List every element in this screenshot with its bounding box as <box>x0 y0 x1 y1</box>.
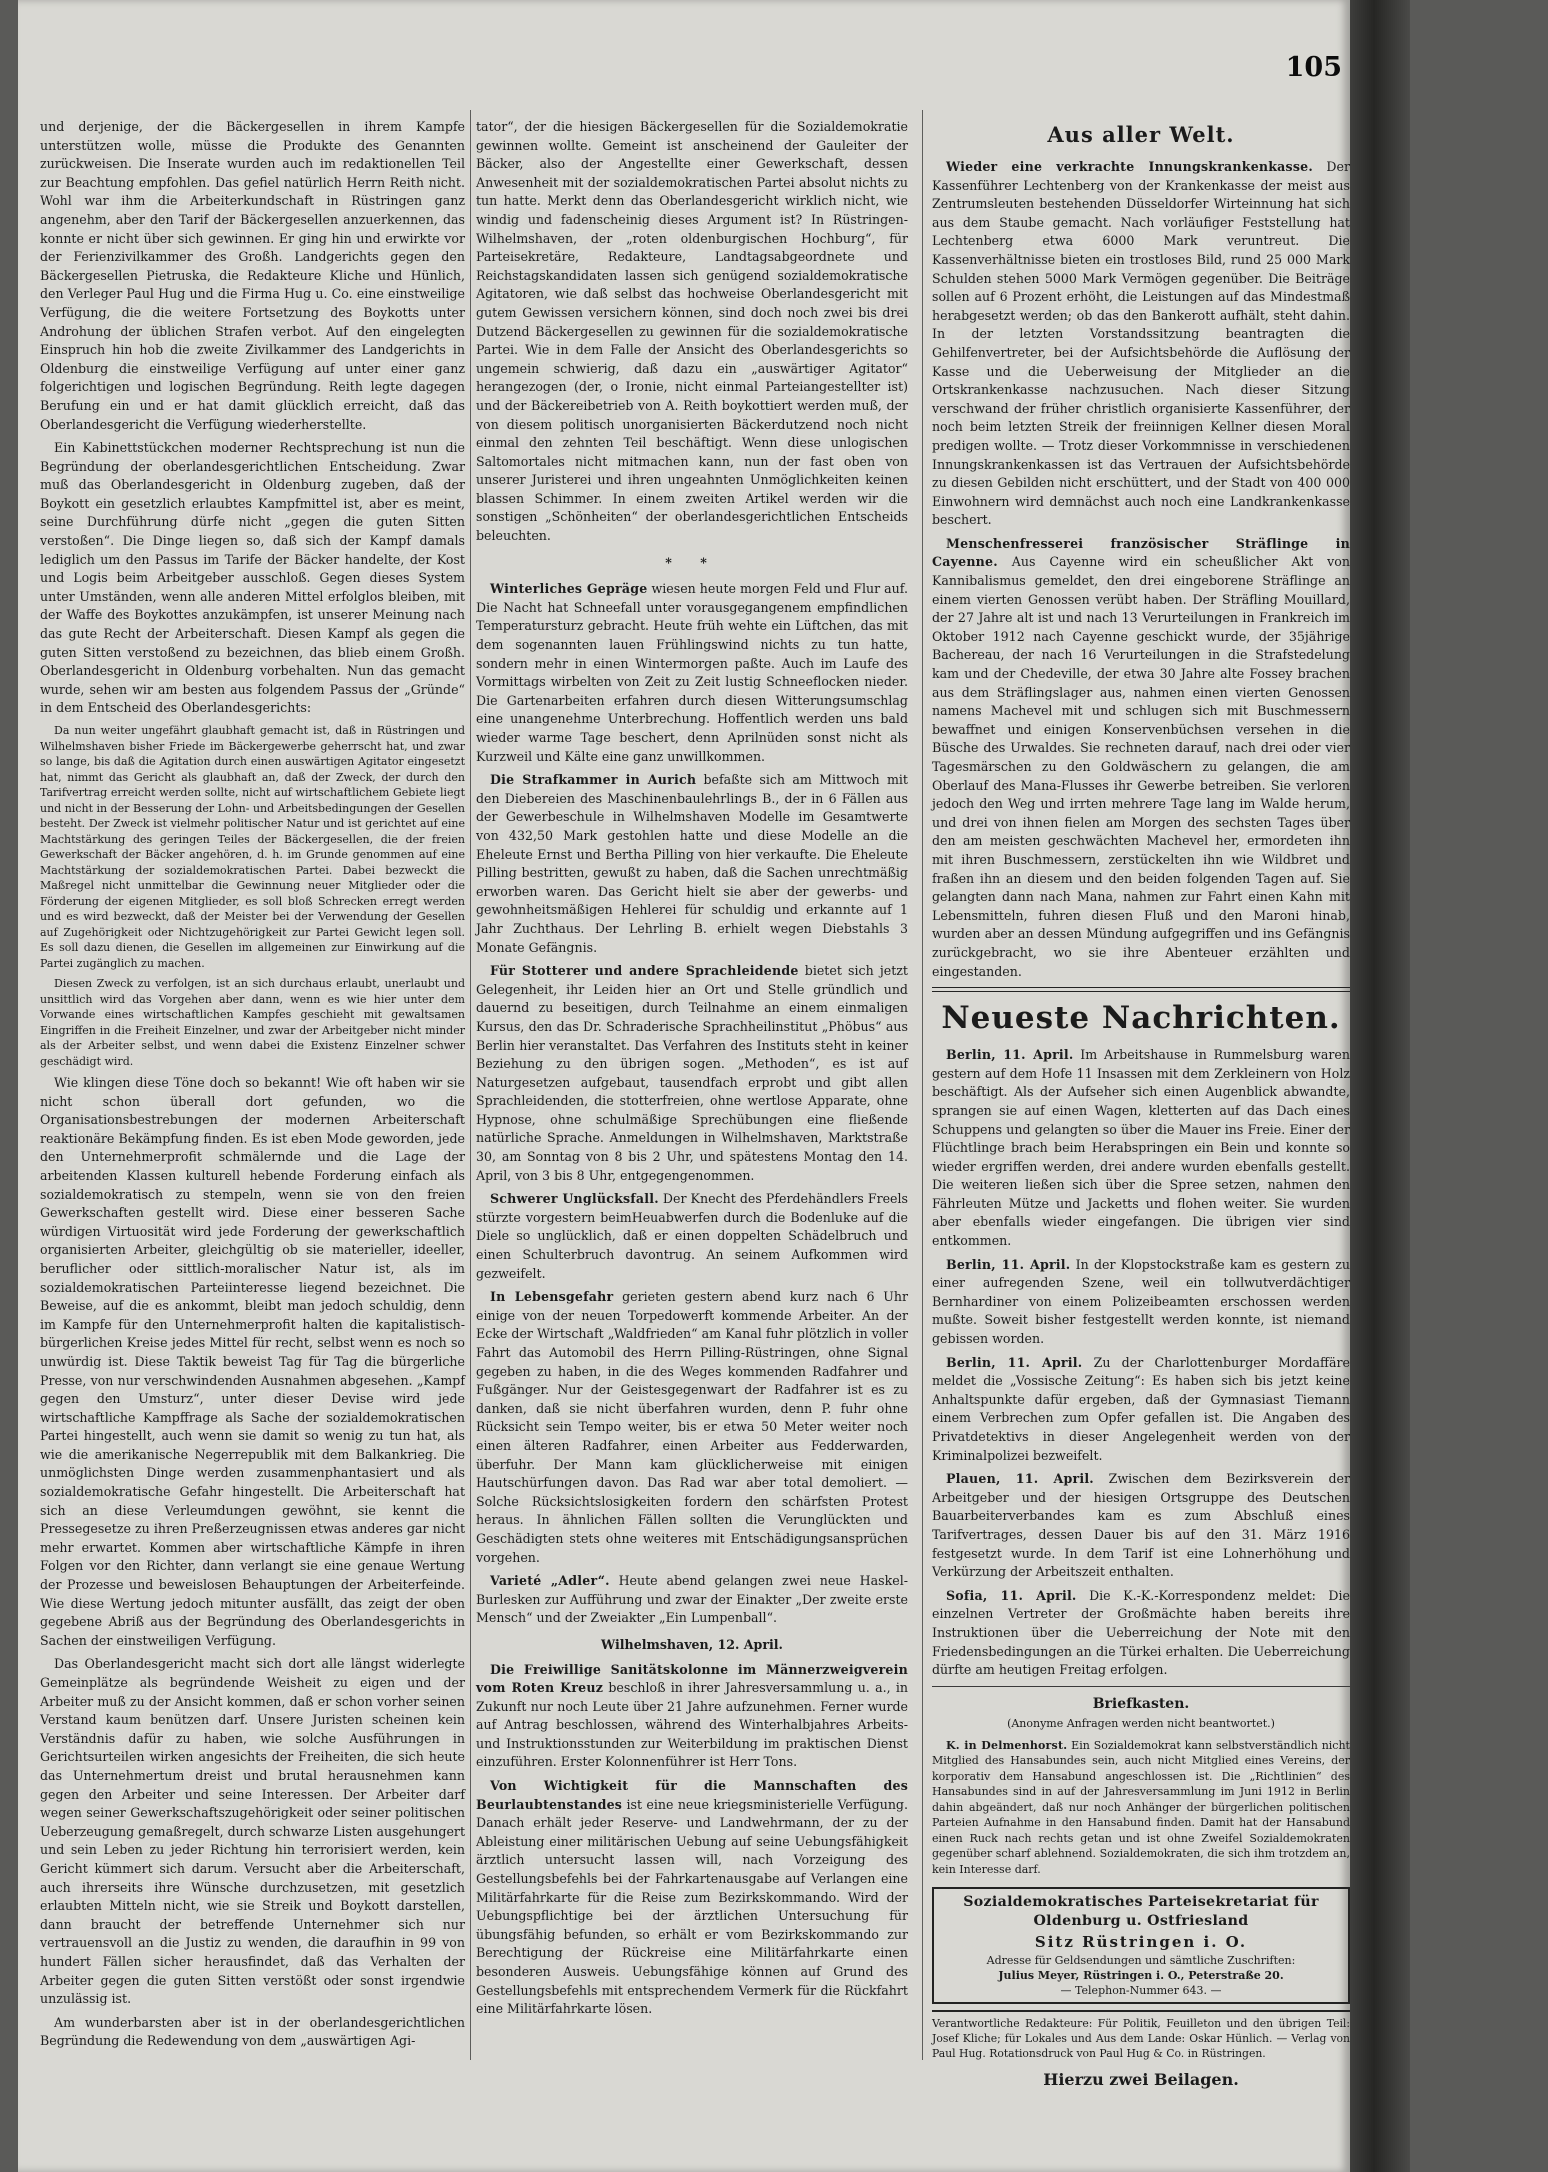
item-text: Zwischen dem Bezirksverein der Arbeitgeber und der hiesigen Ortsgruppe des Deutschen Bauarbeiterverbandes kam es zum Abschluß eines Tarifvertrages, dessen Dauer bis auf den 31. März 1916 festgesetzt wurde. In dem Tarif ist eine Lohnerhöhung und Verkürzung der Arbeitszeit enthalten. <box>932 1471 1350 1580</box>
item-text: gerieten gestern abend kurz nach 6 Uhr einige von der neuen Torpedowerft kommende Arbeiter. An der Ecke der Wirtschaft „Waldfrieden“ am Kanal fuhr plötzlich in voller Fahrt das Automobil des Herrn Pilling-Rüstringen, ohne Signal gegeben zu haben, in die des Weges kommenden Radfahrer und Fußgänger. Nur der Geistesgegenwart der Radfahrer ist es zu danken, daß sie nicht überfahren wurden, denn P. fuhr ohne Rücksicht sein Tempo weiter, bis er etwa 50 Meter weiter noch einen älteren Radfahrer, einen Arbeiter aus Fedderwarden, überfuhr. Der Mann kam glücklicherweise mit einigen Hautschürfungen davon. Das Rad war aber total demoliert. — Solche Rücksichtslosigkeiten fordern den schärfsten Protest heraus. In ähnlichen Fällen sollten die Verunglückten und Geschädigten stets ohne weiteres mit Entschädigungsansprüchen vorgehen. <box>476 1289 908 1565</box>
article-paragraph: Am wunderbarsten aber ist in der oberlandesgerichtlichen Begründung die Redewendung von dem „auswärtigen Agi- <box>40 2014 465 2049</box>
item-text: befaßte sich am Mittwoch mit den Diebereien des Maschinenbaulehrlings B., der in 6 Fällen aus der Gewerbeschule in Wilhelmshaven Modelle im Gesamtwerte von 432,50 Mark gestohlen hatte und diese Modelle an die Eheleute Ernst und Bertha Pilling von hier verkaufte. Die Eheleute Pilling bestritten, gewußt zu haben, daß die Sachen unrechtmäßig erworben waren. Das Gericht hielt sie aber der gewerbs- und gewohnheitsmäßigen Hehlerei für schuldig und erkannte auf 1 Jahr Zuchthaus. Der Lehrling B. erhielt wegen Diebstahls 3 Monate Gefängnis. <box>476 772 908 955</box>
article-paragraph: Das Oberlandesgericht macht sich dort alle längst widerlegte Gemeinplätze als begründende Weisheit zu eigen und der Arbeiter muß zu der Ansicht kommen, daß er schon vorher seinen Verstand kaum benützen darf. Unsere Juristen scheinen kein Verständnis dafür zu haben, wie solche Ausführungen in Gerichtsurteilen wirken angesichts der Freiheiten, die sich heute das Unternehmertum dreist und brutal herausnehmen kann gegen den Arbeiter und seine Interessen. Der Arbeiter darf wegen seiner Gewerkschaftszugehörigkeit oder seiner politischen Ueberzeugung gemaßregelt, durch schwarze Listen ausgehungert und sein Leben zu jeder Richtung hin terrorisiert werden, kein Gericht kümmert sich darum. Versucht aber die Arbeiterschaft, auch ihrerseits ihre Wünsche durchzusetzen, mit gesetzlich erlaubten Mitteln nicht, wie sie Streik und Boykott darstellen, dann braucht der betreffende Unternehmer sich nur vertrauensvoll an die Justiz zu wenden, die daraufhin in 99 von hundert Fällen sicher herausfindet, daß das Verhalten der Arbeiter gegen die guten Sitten verstößt oder sonst irgendwie unzulässig ist. <box>40 1656 466 2007</box>
article-paragraph: tator“, der die hiesigen Bäckergesellen für die Sozialdemokratie gewinnen wollte. Gemeint ist anscheinend der Gauleiter der Bäcker, also der Angestellte einer Gewerkschaft, dessen Anwesenheit mit der sozialdemokratischen Partei absolut nichts zu tun hatte. Merkt denn das Oberlandesgericht wirklich nicht, wie windig und fadenscheinig dieses Argument ist? In Rüstringen-Wilhelmshaven, der „roten oldenburgischen Hochburg“, für Parteisekretäre, Redakteure, Landtagsabgeordnete und Reichstagskandidaten lassen sich genügend sozialdemokratische Agitatoren, wie daß selbst das hochweise Oberlandesgericht mit gutem Gewissen versichern können, sind doch noch zwei bis drei Dutzend Bäckergesellen zu gewinnen für die sozialdemokratische Partei. Wie in dem Falle der Ansicht des Oberlandesgerichts so ungemein schwierig, daß dazu ein „auswärtiger Agitator“ herangezogen (der, o Ironie, nicht einmal Parteiangestellter ist) und der Bäckereibetrieb von A. Reith boykottiert werden muß, der von diesem politisch unorganisierten Bäckerdutzend noch nicht einmal den zehnten Teil beschäftigt. Wenn diese unlogischen Saltomortales nicht mitmachen kann, nun der fast oben von unserer Juristerei und ihren ungeahnten Unmöglichkeiten keinen blassen Schimmer. In einem zweiten Artikel werden wir die sonstigen „Schönheiten“ der oberlandesgerichtlichen Entscheids beleuchten. <box>476 119 908 544</box>
local-news-item <box>476 580 908 766</box>
dateline: Wilhelmshaven, 12. April. <box>601 1636 783 1652</box>
letterbox-heading: Briefkasten. <box>1092 1695 1190 1712</box>
local-news-item <box>476 1288 908 1567</box>
double-rule <box>932 987 1350 992</box>
section-separator: * * <box>665 554 719 570</box>
party-office-address: Julius Meyer, Rüstringen i. O., Peterstraße 20. <box>998 1969 1284 1983</box>
item-dateline: Berlin, 11. April. <box>946 1256 1071 1272</box>
article-paragraph: Wie klingen diese Töne doch so bekannt! Wie oft haben wir sie nicht schon überall dort gefunden, wo die Organisationsbestrebungen der modernen Arbeiterschaft reaktionäre Bekämpfung finden. Es ist eben Mode geworden, jede den Unternehmerprofit schmälernde und die Lage der arbeitenden Klassen kulturell hebende Forderung einfach als sozialdemokratisch zu stempeln, wenn sie von den freien Gewerkschaften gestellt wird. Diese einer besseren Sache würdigen Virtuosität wird jede Forderung der gewerkschaftlich organisierten Arbeiter, gleichgültig ob sie materieller, ideeller, beruflicher oder sittlich-moralischer Natur ist, als im sozialdemokratischen Parteiinteresse liegend bezeichnet. Die Beweise, auf die es ankommt, bleibt man jedoch schuldig, denn im Kampfe für den Unternehmerprofit halten die kapitalistisch-bürgerlichen Kreise jedes Mittel für recht, selbst wenn es noch so unwürdig ist. Diese Taktik beweist Tag für Tag die bürgerliche Presse, von nur verschwindenden Ausnahmen abgesehen. „Kampf gegen den Umsturz“, unter dieser Devise wird jede wirtschaftliche Kampffrage als Sache der sozialdemokratischen Partei hingestellt, auch wenn sie damit so wenig zu tun hat, als wie die amerikanische Negerrepublik mit dem Balkankrieg. Die unmöglichsten Dinge werden zusammenphantasiert und als sozialdemokratische Gefahr hingestellt. Die Arbeiterschaft hat sich an diese Verleumdungen gewöhnt, sie kennt die Pressegesetze zu ihren Preßerzeugnissen etwas anderes gar nicht mehr erwartet. Kommen aber wirtschaftliche Kämpfe in ihren Folgen vor den Richter, dann verlangt sie eine genaue Wertung der Prozesse und beweislosen Behauptungen der Arbeiterfeinde. Wie diese Wertung jedoch mitunter ausfällt, das zeigt der oben gegebene Abriß aus der Begründung des Oberlandesgerichts in Sachen der einstweiligen Verfügung. <box>40 1075 465 1648</box>
item-keyword: Winterliches Gepräge <box>490 581 648 597</box>
item-keyword: Wieder eine verkrachte Innungskrankenkasse. <box>946 159 1313 174</box>
latest-news-item <box>932 1256 1350 1349</box>
item-text: Zu der Charlottenburger Mordaffäre meldet die „Vossische Zeitung“: Es haben sich bis jetzt keine Anhaltspunkte dafür ergeben, daß der Gymnasiast Tiemann einem Verbrechen zum Opfer gefallen ist. Die Angaben des Privatdetektivs in dieser Angelegenheit werden von der Kriminalpolizei bezweifelt. <box>932 1354 1350 1463</box>
item-text: Die K.-K.-Korrespondenz meldet: Die einzelnen Vertreter der Großmächte haben bereits ihre Instruktionen über die Ueberreichung der Note mit den Friedensbedingungen an die Türkei erhalten. Die Ueberreichung dürfte am heutigen Freitag erfolgen. <box>932 1587 1350 1678</box>
party-office-notice <box>932 1887 1350 2004</box>
item-text: beschloß in ihrer Jahresversammlung u. a., in Zukunft nur noch Leute über 21 Jahre aufzunehmen. Ferner wurde auf Antrag beschlossen, während des Winterhalbjahres Arbeits- und Instruktionsstunden zur Weiterbildung im praktischen Dienst einzuführen. Erster Kolonnenführer ist Herr Tons. <box>476 1680 908 1770</box>
local-news-item <box>476 1661 908 1773</box>
book-binding-edge <box>1350 0 1410 2172</box>
item-dateline: Plauen, 11. April. <box>946 1471 1094 1487</box>
item-text: Heute abend gelangen zwei neue Haskel-Burlesken zur Aufführung und zwar der Einakter „Der zweite erste Mensch“ und der Zweiakter „Ein Lumpenball“. <box>476 1573 908 1626</box>
local-news-item <box>476 1777 908 2019</box>
divider <box>932 1686 1350 1687</box>
item-text: bietet sich jetzt Gelegenheit, ihr Leiden hier an Ort und Stelle gründlich und dauernd zu beseitigen, durch Teilnahme an einem einmaligen Kursus, den das Dr. Schraderische Sprachheilinstitut „Phöbus“ aus Berlin hier veranstaltet. Das Verfahren des Instituts steht in keiner Beziehung zu den übrigen sogen. „Methoden“, es ist auf Naturgesetzen aufgebaut, tausendfach erprobt und gibt allen Sprachleidenden, die stotterfreien, ohne wertlose Apparate, ohne Hypnose, ohne schulmäßige Sprechübungen eine fließende natürliche Sprache. Anmeldungen in Wilhelmshaven, Marktstraße 30, am Sonntag von 8 bis 2 Uhr, und spätestens Montag den 14. April, von 3 bis 8 Uhr, entgegengenommen. <box>476 963 908 1183</box>
local-news-item <box>476 962 908 1185</box>
item-keyword: Die Freiwillige Sanitätskolonne im Männerzweigverein vom Roten Kreuz <box>476 1661 908 1696</box>
reply-text: Ein Sozialdemokrat kann selbstverständlich nicht Mitglied des Hansabundes sein, auch nicht Mitglied eines Vereins, der korporativ dem Hansabund angeschlossen ist. Die „Richtlinien“ des Hansabundes sind in auf der Jahresversammlung im Juni 1912 in Berlin dahin abgeändert, daß nur noch Anhänger der bürgerlichen politischen Parteien Aufnahme in den Hansabund finden. Damit hat der Hansabund einen Ruck nach rechts getan und ist ohne Zweifel Sozialdemokraten gegenüber scharf ablehnend. Sozialdemokraten, die sich ihm trotzdem an, kein Interesse darf. <box>932 1738 1350 1876</box>
item-keyword: Die Strafkammer in Aurich <box>490 772 697 788</box>
column-rule <box>922 110 923 2060</box>
section-heading: Neueste Nachrichten. <box>941 1000 1341 1037</box>
page-number: 105 <box>1285 52 1342 83</box>
latest-news-item <box>932 1354 1350 1466</box>
item-keyword: Varieté „Adler“. <box>490 1573 610 1589</box>
item-keyword: Schwerer Unglücksfall. <box>490 1191 659 1207</box>
letterbox-note: (Anonyme Anfragen werden nicht beantwortet.) <box>1007 1717 1275 1731</box>
court-quote: Diesen Zweck zu verfolgen, ist an sich durchaus erlaubt, unerlaubt und unsittlich wird das Vorgehen aber dann, wenn es wie hier unter dem Vorwande eines wirtschaftlichen Kampfes geschieht mit gewaltsamen Eingriffen in die Freiheit Einzelner, und zwar der Arbeitgeber nicht minder als der Arbeiter selbst, und wenn dabei die Existenz Einzelner schwer geschädigt wird. <box>40 977 465 1068</box>
item-text: ist eine neue kriegsministerielle Verfügung. Danach erhält jeder Reserve- und Landwehrmann, der zu der Ableistung einer militärischen Uebung auf seine Uebungsfähigkeit ärztlich untersucht lassen will, nach Vorzeigung des Gestellungsbefehls bei der Fahrkartenausgabe auf Verlangen eine Militärfahrkarte für die Reise zum Bezirkskommando. Wird der Uebungspflichtige bei der ärztlichen Untersuchung für übungsfähig befunden, so erhält er vom Bezirkskommando zur Berechtigung der Rückreise eine Militärfahrkarte einen besonderen Ausweis. Uebungsfähige können auf Grund des Gestellungsbefehls mit entsprechendem Vermerk für die Rückfahrt eine Militärfahrkarte lösen. <box>476 1796 908 2017</box>
party-office-phone: — Telephon-Nummer 643. — <box>1060 1984 1222 1998</box>
column-3 <box>932 118 1350 2090</box>
party-office-seat: Sitz Rüstringen i. O. <box>1034 1932 1248 1951</box>
letterbox-reply <box>932 1738 1350 1878</box>
article-paragraph: und derjenige, der die Bäckergesellen in ihrem Kampfe unterstützen wolle, müsse die Produkte des Genannten zurückweisen. Die Inserate wurden auch im redaktionellen Teil zur Beachtung empfohlen. Das gefiel natürlich Herrn Reith nicht. Wohl war ihm die Arbeiterkundschaft in Rüstringen ganz angenehm, aber den Tarif der Bäckergesellen anzuerkennen, das konnte er nicht über sich gewinnen. Er ging hin und erwirkte vor der Ferienzivilkammer des Großh. Landgerichts gegen den Bäckergesellen Pietruska, die Redakteure Kliche und Hünlich, den Verleger Paul Hug und die Firma Hug u. Co. eine einstweilige Verfügung, die die weitere Fortsetzung des Boykotts unter Androhung der üblichen Strafen verbot. Auf den eingelegten Einspruch hin hob die zweite Zivilkammer des Landgerichts in Oldenburg die einstweilige Verfügung auf unter einer ganz folgerichtigen und logischen Begründung. Reith legte dagegen Berufung ein und er hat damit glücklich erreicht, daß das Oberlandesgericht die Verfügung wiederherstellte. <box>40 119 465 432</box>
item-text: Der Knecht des Pferdehändlers Freels stürzte vorgestern beimHeuabwerfen durch die Bodenluke auf die Diele so unglücklich, daß er einen doppelten Schädelbruch und einen Schulterbruch davontrug. An seinem Aufkommen wird gezweifelt. <box>476 1191 908 1281</box>
local-news-item <box>476 1190 908 1283</box>
world-news-item <box>932 535 1350 981</box>
party-office-title: Sozialdemokratisches Parteisekretariat für Oldenburg u. Ostfriesland <box>963 1894 1319 1929</box>
supplements-note: Hierzu zwei Beilagen. <box>1043 2070 1239 2090</box>
latest-news-item <box>932 1046 1350 1251</box>
item-text: Aus Cayenne wird ein scheußlicher Akt von Kannibalismus gemeldet, den drei eingeborene Sträflinge an einem vierten Genossen verübt haben. Der Sträfling Mouillard, der 27 Jahre alt ist und nach 13 Verurteilungen in Frankreich im Oktober 1912 nach Cayenne geschickt wurde, der 35jährige Bachereau, der nach 16 Verurteilungen in die Strafstedelung kam und der Chedeville, der etwa 30 Jahre alte Fossey brachen aus dem Sträflingslager aus, nahmen einen vierten Genossen namens Machevel mit und schlugen sich mit Buschmessern bewaffnet und einigen Konservenbüchsen versehen in die Büsche des Urwaldes. Sie rechneten darauf, nach drei oder vier Tagesmärschen zu den Goldwäschern zu gelangen, die am Oberlauf des Mana-Flusses ihr Gewerbe betreiben. Sie verloren jedoch den Weg und irrten mehrere Tage lang im Walde herum, und drei von ihnen fielen am Morgen des sechsten Tages über den am meisten geschwächten Machevel her, ermordeten ihn mit ihren Buschmessern, zerstückelten ihn wie Wildbret und fraßen ihn an diesem und den beiden folgenden Tagen auf. Sie gelangten dann nach Mana, nahmen zur Fahrt einen Kahn mit Lebensmitteln, fuhren diesen Fluß und den Maroni hinab, wurden aber an dessen Mündung aufgegriffen und ins Gefängnis zurückgebracht, wo sie ihre Abenteuer erzählten und eingestanden. <box>932 554 1350 979</box>
article-paragraph: Ein Kabinettstückchen moderner Rechtsprechung ist nun die Begründung der oberlandesgerichtlichen Entscheidung. Zwar muß das Oberlandesgericht in Oldenburg zugeben, daß der Boykott ein gesetzlich erlaubtes Kampfmittel ist, aber es meint, seine Durchführung dürfe nicht „gegen die guten Sitten verstoßen“. Die Dinge liegen so, daß sich der Kampf damals lediglich um den Passus im Tarife der Bäcker handelte, der Kost und Logis beim Arbeitgeber ausschloß. Gegen dieses System unter Umständen, wenn alle anderen Mittel erfolglos bleiben, mit der Waffe des Boykottes anzukämpfen, ist unserer Meinung nach das gute Recht der Arbeiterschaft. Diesen Kampf als gegen die guten Sitten verstoßend zu bezeichnen, das blieb einem Großh. Oberlandesgericht in Oldenburg vorbehalten. Nun das gemacht wurde, sehen wir am besten aus folgendem Passus der „Gründe“ in dem Entscheid des Oberlandesgerichts: <box>40 440 465 716</box>
item-text: wiesen heute morgen Feld und Flur auf. Die Nacht hat Schneefall unter vorausgegangenem empfindlichen Temperatursturz gebracht. Heute früh wehte ein Lüftchen, das mit dem sogenannten lauen Frühlingswind nichts zu tun hatte, sondern mehr in einen Wintermorgen paßte. Auch im Laufe des Vormittags wirbelten von Zeit zu Zeit lustig Schneeflocken nieder. Die Gartenarbeiten erfahren durch diesen Witterungsumschlag eine unangenehme Unterbrechung. Hoffentlich werden uns bald wieder warme Tage beschert, denn Aprilnüden sonst nicht als Kurzweil und Kälte eine ganz unwillkommen. <box>476 581 908 764</box>
item-text: In der Klopstockstraße kam es gestern zu einer aufregenden Szene, weil ein tollwutverdächtiger Bernhardiner von einem Polizeibeamten erschossen werden mußte. Soweit bisher festgestellt werden konnte, ist niemand gebissen worden. <box>932 1256 1350 1347</box>
item-dateline: Sofia, 11. April. <box>946 1587 1077 1603</box>
item-keyword: In Lebensgefahr <box>490 1289 614 1305</box>
imprint: Verantwortliche Redakteure: Für Politik, Feuilleton und den übrigen Teil: Josef Kliche; für Lokales und Aus dem Lande: Oskar Hünlich. — Verlag von Paul Hug. Rotationsdruck von Paul Hug & Co. in Rüstringen. <box>932 2010 1350 2061</box>
item-text: Im Arbeitshause in Rummelsburg waren gestern auf dem Hofe 11 Insassen mit dem Zerkleinern von Holz beschäftigt. Als der Aufseher sich einen Augenblick abwandte, sprangen sie auf einen Wagen, kletterten auf das Dach eines Schuppens und gelangten so über die Mauer ins Freie. Einer der Flüchtlinge brach beim Herabspringen ein Bein und konnte so wieder ergriffen werden, drei andere wurden ebenfalls gestellt. Die weiteren ließen sich über die Spree setzen, nahmen den Fährleuten Mütze und Jacketts und flohen weiter. Sie wurden aber ebenfalls wieder eingefangen. Die übrigen vier sind entkommen. <box>932 1047 1350 1249</box>
world-news-item <box>932 158 1350 530</box>
column-2 <box>476 118 908 2017</box>
item-dateline: Berlin, 11. April. <box>946 1354 1083 1370</box>
court-quote: Da nun weiter ungefährt glaubhaft gemacht ist, daß in Rüstringen und Wilhelmshaven bisher Friede im Bäckergewerbe geherrscht hat, und zwar so lange, bis daß die Agitation durch einen auswärtigen Agitator eingesetzt hat, nimmt das Gericht als glaubhaft an, daß der Zweck, der durch den Tarifvertrag erreicht werden sollte, nicht auf wirtschaftlichem Gebiete liegt und nicht in der Besserung der Lohn- und Arbeitsbedingungen der Gesellen besteht. Der Zweck ist vielmehr politischer Natur und ist gerichtet auf eine Machtstärkung des geringen Teiles der Bäckergesellen, die der freien Gewerkschaft der Bäcker angehören, d. h. im Grunde genommen auf eine Machtstärkung der sozialdemokratischen Partei. Dabei bezweckt die Maßregel nicht unmittelbar die Gewinnung neuer Mitglieder oder die Förderung der eigenen Mitglieder, es soll bloß Schrecken erregt werden und es wird bezweckt, daß der Meister bei der Verwendung der Gesellen auf Zugehörigkeit oder Nichtzugehörigkeit zur Partei Gewicht legen soll. Es soll dazu dienen, die Gesellen im allgemeinen zur Einwirkung auf die Partei zugänglich zu machen. <box>40 724 465 970</box>
party-office-address-label: Adresse für Geldsendungen und sämtliche Zuschriften: <box>986 1954 1296 1968</box>
item-dateline: Berlin, 11. April. <box>946 1047 1074 1063</box>
column-1 <box>40 118 465 2078</box>
item-keyword: Von Wichtigkeit für die Mannschaften des Beurlaubtenstandes <box>476 1778 908 1812</box>
reply-recipient: K. in Delmenhorst. <box>946 1738 1068 1752</box>
local-news-item <box>476 771 908 957</box>
local-news-item <box>476 1572 908 1628</box>
latest-news-item <box>932 1587 1350 1680</box>
column-rule <box>470 110 471 2060</box>
item-text: Der Kassenführer Lechtenberg von der Krankenkasse der meist aus Zentrumsleuten bestehenden Düsseldorfer Wirteinnung hat sich aus dem Staube gemacht. Nach vorläufiger Feststellung hat Lechtenberg etwa 6000 Mark veruntreut. Die Kassenverhältnisse bieten ein trostloses Bild, rund 25 000 Mark Schulden stehen 5000 Mark Vermögen gegenüber. Die Beiträge sollen auf 6 Prozent erhöht, die Leistungen auf das Mindestmaß herabgesetzt werden; ob das den Bankerott aufhält, steht dahin. In der letzten Vorstandssitzung beantragten die Gehilfenvertreter, bei der Aufsichtsbehörde die Auflösung der Kasse und die Ueberweisung der Mitglieder an die Ortskrankenkasse nachzusuchen. Nach dieser Sitzung verschwand der früher christlich organisierte Kassenführer, der noch beim letzten Streik der freiinnigen Kellner diesen Moral predigen wollte. — Trotz dieser Vorkommnisse in verschiedenen Innungskrankenkassen ist das Vertrauen der Aufsichtsbehörde zu diesen Gebilden nicht erschüttert, und der Stadt von 400 000 Einwohnern wird demnächst auch noch eine Landkrankenkasse beschert. <box>932 159 1350 528</box>
latest-news-item <box>932 1470 1350 1582</box>
item-keyword: Menschenfresserei französischer Sträflinge in Cayenne. <box>932 535 1350 570</box>
item-keyword: Für Stotterer und andere Sprachleidende <box>490 963 799 979</box>
section-heading: Aus aller Welt. <box>1047 122 1235 147</box>
